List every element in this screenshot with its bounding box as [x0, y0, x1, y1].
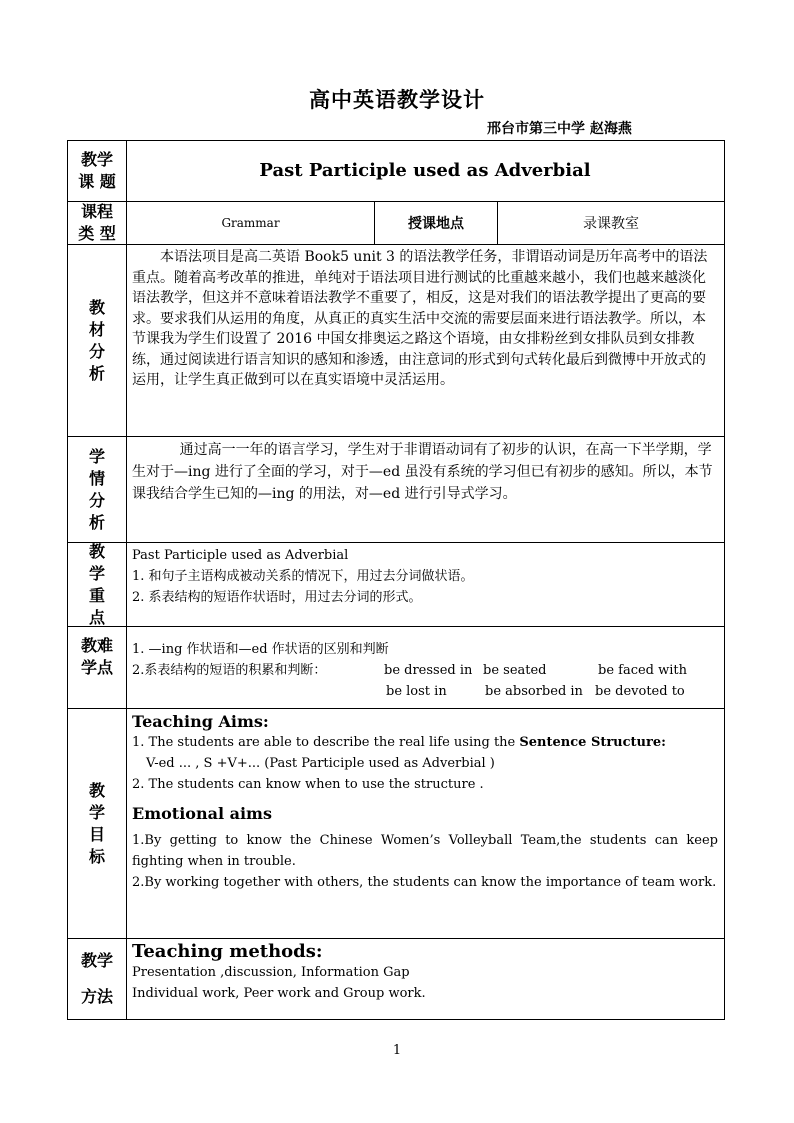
phrase-faced: be faced with — [598, 663, 688, 678]
key-line-2: 1. 和句子主语构成被动关系的情况下，用过去分词做状语。 — [132, 569, 474, 584]
place-label: 授课地点 — [375, 202, 498, 244]
row-students — [68, 436, 724, 542]
label-type: 课程 类 型 — [68, 202, 127, 244]
row-key — [68, 542, 724, 626]
row-aims — [68, 708, 724, 938]
place-value: 录课教室 — [583, 216, 639, 232]
phrase-lost: be lost in — [386, 684, 447, 699]
label-students: 学 情 分 析 — [68, 437, 127, 542]
label-methods: 教学 方法 — [68, 939, 127, 1019]
phrase-absorbed: be absorbed in — [485, 684, 583, 699]
methods-heading: Teaching methods: — [132, 941, 323, 962]
row-material — [68, 244, 724, 436]
key-line-3: 2. 系表结构的短语作状语时，用过去分词的形式。 — [132, 590, 422, 605]
phrase-devoted: be devoted to — [595, 684, 685, 699]
material-text: 本语法项目是高二英语 Book5 unit 3 的语法教学任务，非谓语动词是历年高考中的语法重点。随着高考改革的推进，单纯对于语法项目进行测试的比重越来越小，我们也越来越淡化语法教学，但这并不意味着语法教学不重要了，相反，这是对我们的语法教学提出了更高的要求。要求我们从运用的角度，从真正的真实生活中交流的需要层面来进行语法教学。所以，本节课我为学生们设置了 2016 中国女排奥运之路这个语境，由女排粉丝到女排队员到女排教练，通过阅读进行语言知识的感知和渗透，由注意词的形式到句式转化最后到微博中开放式的运用，让学生真正做到可以在真实语境中灵活运用。 — [132, 249, 708, 388]
emotional-heading: Emotional aims — [132, 804, 272, 823]
aim-2: 2. The students can know when to use the structure . — [132, 777, 484, 792]
key-line-1: Past Participle used as Adverbial — [132, 548, 349, 563]
phrase-seated: be seated — [483, 663, 547, 678]
label-key: 教 学 重 点 — [68, 543, 127, 626]
students-text: 通过高一一年的语言学习，学生对于非谓语动词有了初步的认识，在高一下半学期，学生对于—ing 进行了全面的学习，对于—ed 虽没有系统的学习但已有初步的感知。所以，本节课我结合学生已知的—ing 的用法，对—ed 进行引导式学习。 — [132, 442, 713, 502]
topic-value: Past Participle used as Adverbial — [259, 159, 591, 181]
phrase-dressed: be dressed in — [384, 663, 473, 678]
aim-1: 1. The students are able to describe the real life using the Sentence Structure: — [132, 735, 666, 750]
row-type — [68, 201, 724, 244]
aims-heading: Teaching Aims: — [132, 712, 269, 731]
emotional-aim-2: 2.By working together with others, the students can know the importance of team work. — [132, 875, 717, 890]
type-value: Grammar — [127, 202, 375, 244]
lesson-plan-table — [67, 140, 725, 1020]
difficulty-line-1: 1. —ing 作状语和—ed 作状语的区别和判断 — [132, 642, 389, 657]
author-line: 邢台市第三中学 赵海燕 — [487, 121, 632, 137]
difficulty-line-2: 2.系表结构的短语的积累和判断： — [132, 663, 327, 678]
label-difficulty: 教难 学点 — [68, 627, 127, 708]
page-number: 1 — [392, 1043, 402, 1058]
aim-1-structure: V-ed ... , S +V+... (Past Participle used as Adverbial ) — [146, 756, 495, 771]
label-aims: 教 学 目 标 — [68, 709, 127, 938]
row-topic — [68, 141, 724, 201]
row-methods — [68, 938, 724, 1019]
label-topic: 教学 课 题 — [68, 141, 127, 201]
row-difficulty — [68, 626, 724, 708]
emotional-aim-1: 1.By getting to know the Chinese Women’s Volleyball Team,the students can keep fighting when in trouble. — [132, 833, 718, 869]
document-title: 高中英语教学设计 — [309, 87, 485, 112]
label-material: 教 材 分 析 — [68, 245, 127, 436]
methods-line-1: Presentation ,discussion, Information Gap — [132, 965, 410, 980]
methods-line-2: Individual work, Peer work and Group work. — [132, 986, 426, 1001]
